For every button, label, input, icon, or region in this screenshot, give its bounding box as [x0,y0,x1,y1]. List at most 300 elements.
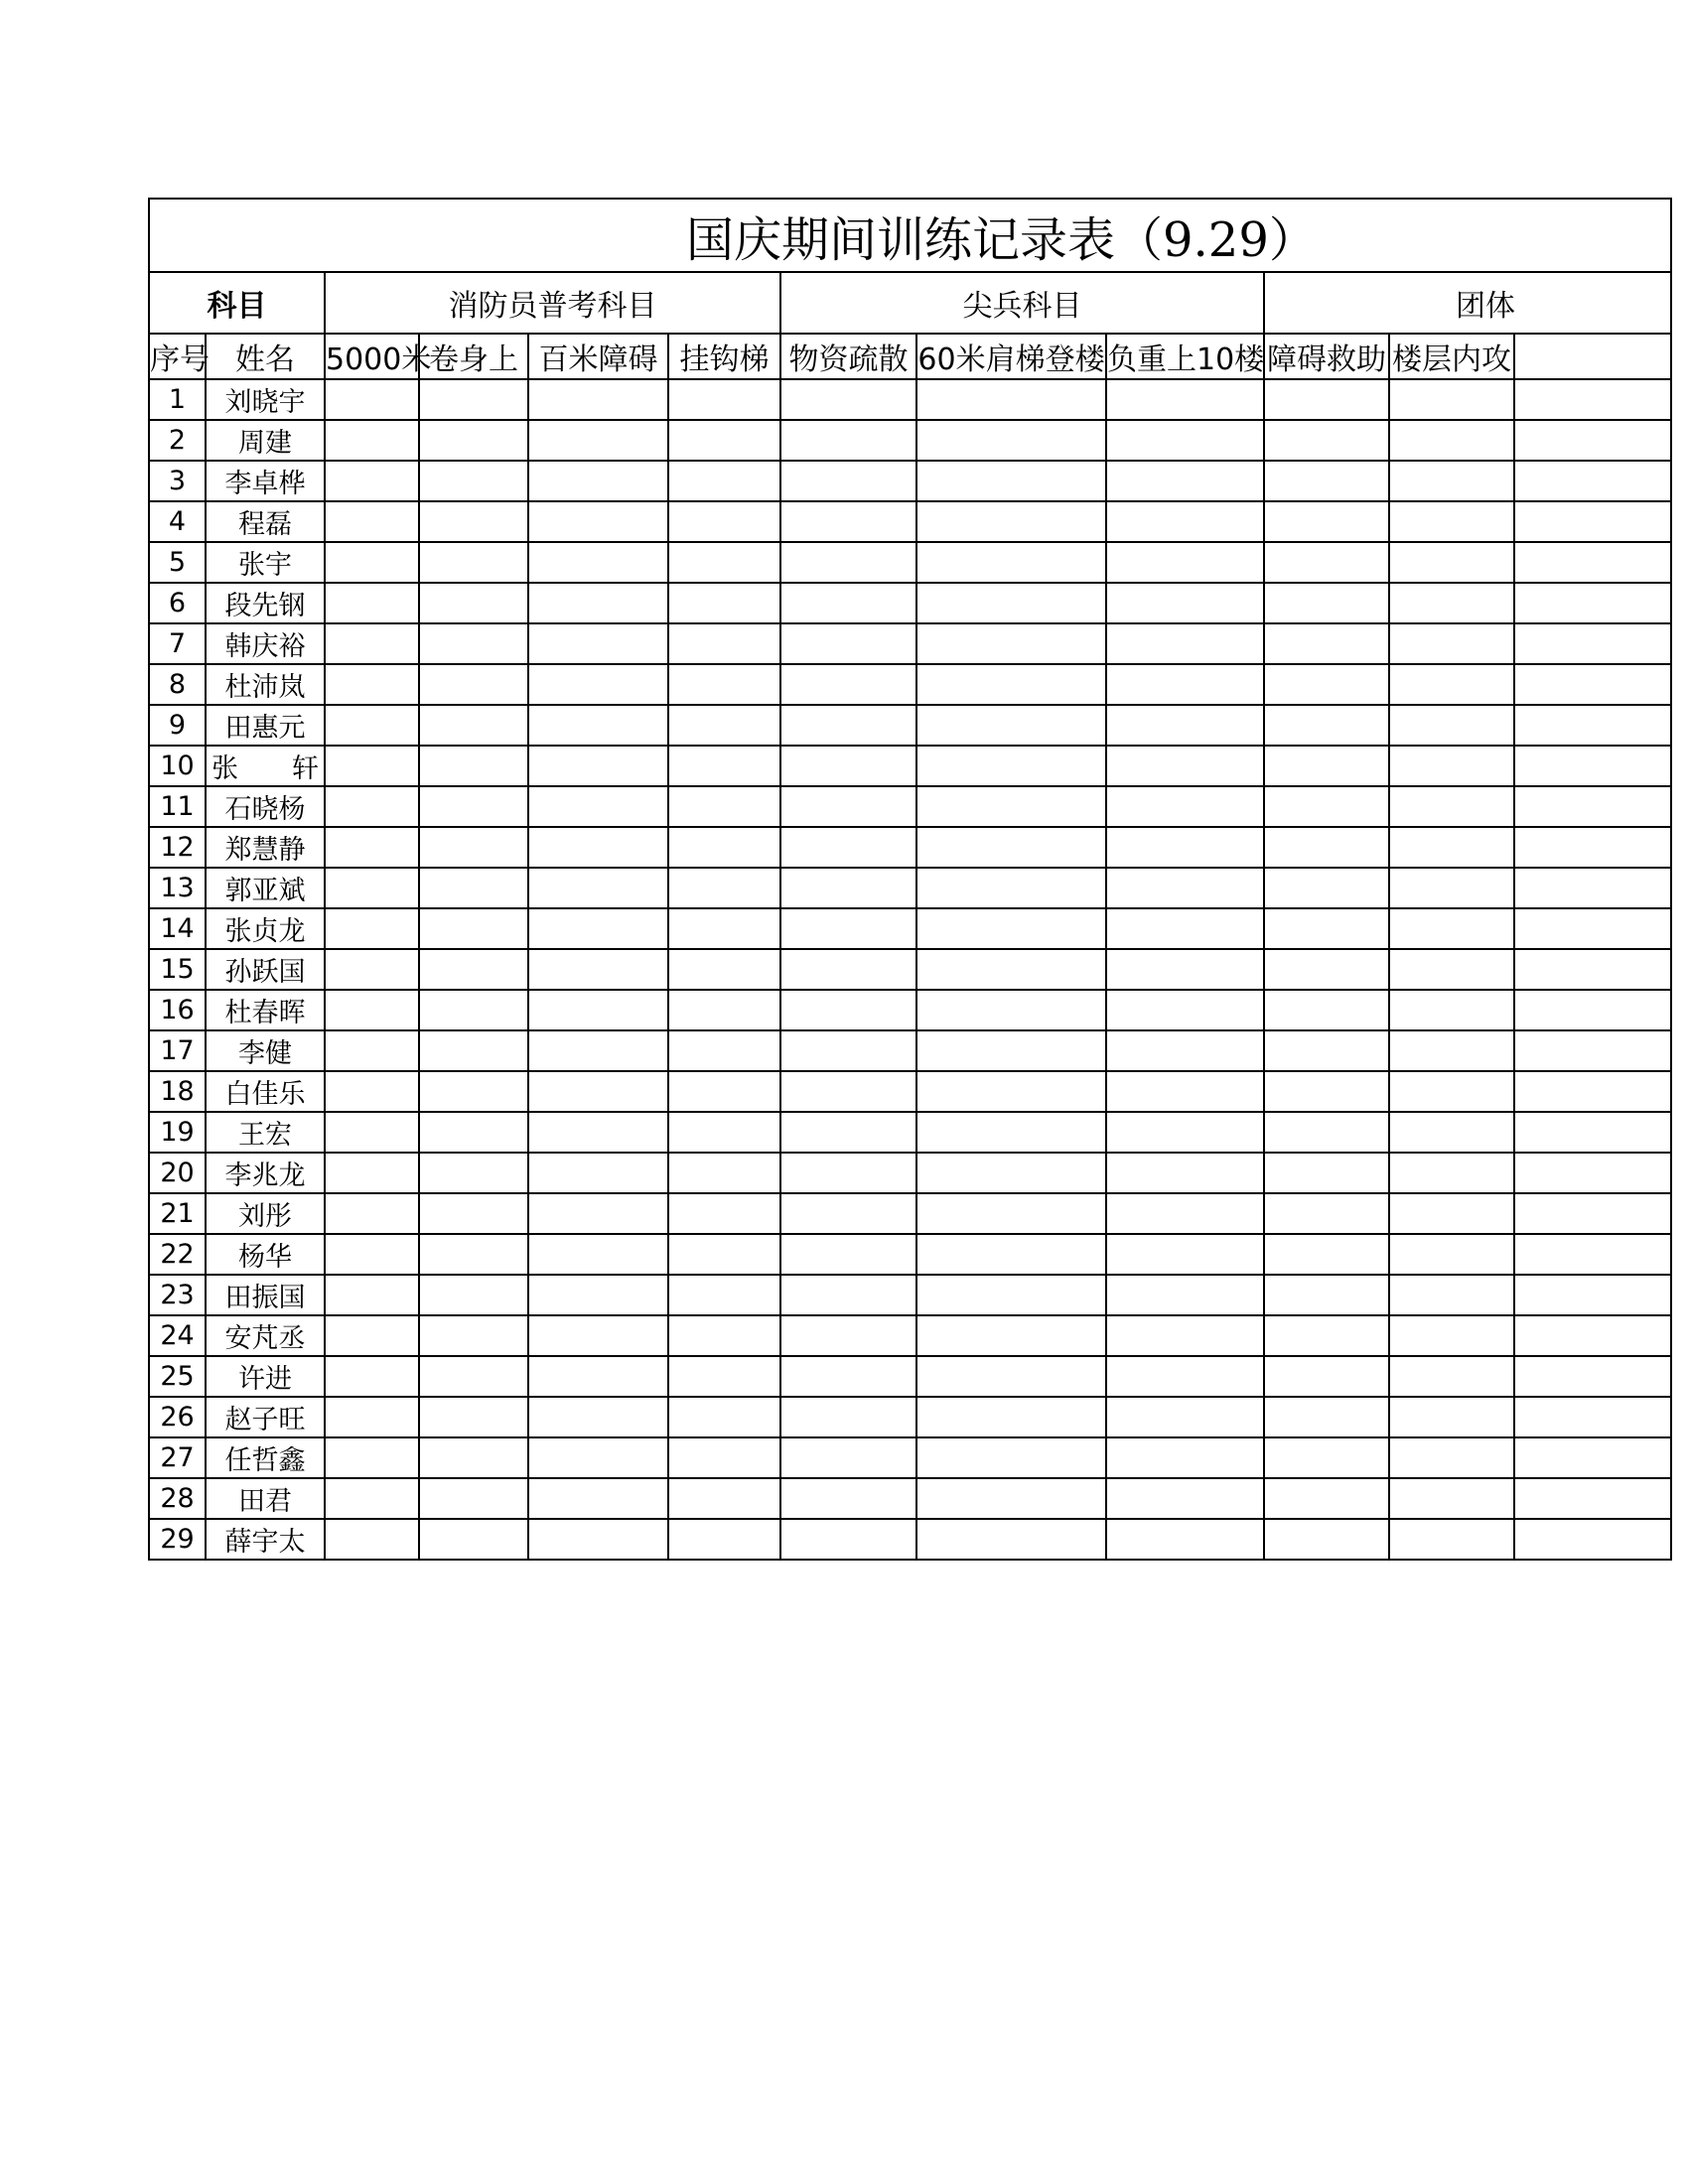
score-cell[interactable] [916,1478,1106,1519]
score-cell[interactable] [419,1356,528,1397]
score-cell[interactable] [1514,664,1671,705]
score-cell[interactable] [1514,746,1671,786]
score-cell[interactable] [668,664,780,705]
score-cell[interactable] [780,1153,916,1193]
score-cell[interactable] [1514,827,1671,868]
score-cell[interactable] [668,1478,780,1519]
score-cell[interactable] [668,1356,780,1397]
score-cell[interactable] [419,501,528,542]
score-cell[interactable] [419,990,528,1030]
score-cell[interactable] [528,1153,668,1193]
score-cell[interactable] [1264,1397,1389,1437]
score-cell[interactable] [916,542,1106,583]
score-cell[interactable] [1106,501,1264,542]
score-cell[interactable] [780,1478,916,1519]
score-cell[interactable] [668,1437,780,1478]
score-cell[interactable] [668,990,780,1030]
score-cell[interactable] [325,1153,419,1193]
score-cell[interactable] [668,786,780,827]
score-cell[interactable] [1514,786,1671,827]
score-cell[interactable] [528,623,668,664]
score-cell[interactable] [528,1519,668,1560]
score-cell[interactable] [1106,1315,1264,1356]
score-cell[interactable] [1264,1356,1389,1397]
score-cell[interactable] [916,1153,1106,1193]
score-cell[interactable] [325,1478,419,1519]
score-cell[interactable] [528,461,668,501]
score-cell[interactable] [1106,1234,1264,1275]
score-cell[interactable] [916,623,1106,664]
score-cell[interactable] [916,868,1106,908]
score-cell[interactable] [1389,379,1514,420]
score-cell[interactable] [325,1234,419,1275]
row-number: 11 [149,786,206,827]
score-cell[interactable] [668,705,780,746]
score-cell[interactable] [1389,786,1514,827]
row-number: 12 [149,827,206,868]
score-cell[interactable] [419,1437,528,1478]
score-cell[interactable] [419,461,528,501]
score-cell[interactable] [419,1193,528,1234]
score-cell[interactable] [419,1030,528,1071]
score-cell[interactable] [668,420,780,461]
score-cell[interactable] [528,420,668,461]
score-cell[interactable] [780,501,916,542]
score-cell[interactable] [1514,1315,1671,1356]
score-cell[interactable] [668,1153,780,1193]
score-cell[interactable] [1106,1153,1264,1193]
score-cell[interactable] [1514,1519,1671,1560]
score-cell[interactable] [1264,583,1389,623]
score-cell[interactable] [419,379,528,420]
score-cell[interactable] [325,379,419,420]
score-cell[interactable] [668,949,780,990]
score-cell[interactable] [528,949,668,990]
score-cell[interactable] [1264,379,1389,420]
score-cell[interactable] [1106,1193,1264,1234]
score-cell[interactable] [528,868,668,908]
score-cell[interactable] [668,583,780,623]
score-cell[interactable] [1389,583,1514,623]
score-cell[interactable] [419,420,528,461]
score-cell[interactable] [528,827,668,868]
score-cell[interactable] [1106,1356,1264,1397]
score-cell[interactable] [1264,746,1389,786]
score-cell[interactable] [528,1030,668,1071]
score-cell[interactable] [916,786,1106,827]
score-cell[interactable] [419,746,528,786]
score-cell[interactable] [1106,1071,1264,1112]
score-cell[interactable] [1106,379,1264,420]
score-cell[interactable] [325,1437,419,1478]
score-cell[interactable] [528,786,668,827]
score-cell[interactable] [1264,461,1389,501]
score-cell[interactable] [1106,1397,1264,1437]
score-cell[interactable] [780,1397,916,1437]
score-cell[interactable] [528,746,668,786]
score-cell[interactable] [325,1071,419,1112]
score-cell[interactable] [1264,786,1389,827]
score-cell[interactable] [419,827,528,868]
score-cell[interactable] [1264,990,1389,1030]
score-cell[interactable] [1106,1112,1264,1153]
score-cell[interactable] [1389,1071,1514,1112]
score-cell[interactable] [1514,542,1671,583]
score-cell[interactable] [916,1315,1106,1356]
score-cell[interactable] [528,1275,668,1315]
score-cell[interactable] [1264,1153,1389,1193]
score-cell[interactable] [916,746,1106,786]
score-cell[interactable] [780,949,916,990]
score-cell[interactable] [1106,1275,1264,1315]
score-cell[interactable] [1264,1030,1389,1071]
score-cell[interactable] [1389,990,1514,1030]
score-cell[interactable] [1389,420,1514,461]
score-cell[interactable] [668,542,780,583]
score-cell[interactable] [668,1519,780,1560]
score-cell[interactable] [916,949,1106,990]
score-cell[interactable] [528,1193,668,1234]
score-cell[interactable] [1106,949,1264,990]
score-cell[interactable] [916,1437,1106,1478]
score-cell[interactable] [780,827,916,868]
score-cell[interactable] [528,583,668,623]
score-cell[interactable] [1264,1315,1389,1356]
score-cell[interactable] [916,1275,1106,1315]
table-row [149,1356,1671,1397]
score-cell[interactable] [528,1315,668,1356]
score-cell[interactable] [916,908,1106,949]
score-cell[interactable] [1106,1519,1264,1560]
score-cell[interactable] [325,949,419,990]
score-cell[interactable] [528,1234,668,1275]
score-cell[interactable] [325,461,419,501]
score-cell[interactable] [780,1030,916,1071]
score-cell[interactable] [1389,1193,1514,1234]
score-cell[interactable] [419,583,528,623]
score-cell[interactable] [419,1112,528,1153]
score-cell[interactable] [668,623,780,664]
score-cell[interactable] [325,705,419,746]
score-cell[interactable] [1106,827,1264,868]
score-cell[interactable] [1106,461,1264,501]
score-cell[interactable] [528,1071,668,1112]
score-cell[interactable] [325,1030,419,1071]
score-cell[interactable] [1514,583,1671,623]
score-cell[interactable] [1514,379,1671,420]
score-cell[interactable] [1514,623,1671,664]
score-cell[interactable] [916,461,1106,501]
score-cell[interactable] [1514,1153,1671,1193]
score-cell[interactable] [780,1071,916,1112]
score-cell[interactable] [668,868,780,908]
score-cell[interactable] [419,1153,528,1193]
score-cell[interactable] [1514,420,1671,461]
score-cell[interactable] [419,908,528,949]
score-cell[interactable] [325,1193,419,1234]
score-cell[interactable] [916,1071,1106,1112]
score-cell[interactable] [1514,1356,1671,1397]
score-cell[interactable] [1389,664,1514,705]
score-cell[interactable] [780,868,916,908]
score-cell[interactable] [325,746,419,786]
score-cell[interactable] [1514,1275,1671,1315]
score-cell[interactable] [780,623,916,664]
score-cell[interactable] [1514,949,1671,990]
score-cell[interactable] [1514,1030,1671,1071]
score-cell[interactable] [1264,1193,1389,1234]
score-cell[interactable] [1106,542,1264,583]
score-cell[interactable] [780,664,916,705]
score-cell[interactable] [528,501,668,542]
score-cell[interactable] [1106,420,1264,461]
score-cell[interactable] [1389,1234,1514,1275]
score-cell[interactable] [1106,1478,1264,1519]
score-cell[interactable] [780,420,916,461]
score-cell[interactable] [916,1030,1106,1071]
score-cell[interactable] [528,1397,668,1437]
score-cell[interactable] [528,908,668,949]
score-cell[interactable] [325,908,419,949]
score-cell[interactable] [419,623,528,664]
score-cell[interactable] [1106,746,1264,786]
score-cell[interactable] [325,501,419,542]
score-cell[interactable] [780,786,916,827]
score-cell[interactable] [668,908,780,949]
score-cell[interactable] [325,1315,419,1356]
score-cell[interactable] [1389,1112,1514,1153]
score-cell[interactable] [1264,1071,1389,1112]
score-cell[interactable] [325,1519,419,1560]
score-cell[interactable] [668,1315,780,1356]
score-cell[interactable] [528,705,668,746]
score-cell[interactable] [916,1356,1106,1397]
score-cell[interactable] [1264,1112,1389,1153]
score-cell[interactable] [1389,1397,1514,1437]
score-cell[interactable] [528,1356,668,1397]
score-cell[interactable] [1514,908,1671,949]
score-cell[interactable] [1264,1275,1389,1315]
score-cell[interactable] [1389,1153,1514,1193]
score-cell[interactable] [325,868,419,908]
score-cell[interactable] [419,1397,528,1437]
score-cell[interactable] [528,1478,668,1519]
score-cell[interactable] [1264,501,1389,542]
score-cell[interactable] [1389,501,1514,542]
score-cell[interactable] [1106,623,1264,664]
table-row [149,705,1671,746]
score-cell[interactable] [780,1275,916,1315]
score-cell[interactable] [419,542,528,583]
score-cell[interactable] [1389,461,1514,501]
score-cell[interactable] [1389,623,1514,664]
score-cell[interactable] [1264,1437,1389,1478]
score-cell[interactable] [1264,1478,1389,1519]
score-cell[interactable] [668,461,780,501]
score-cell[interactable] [780,1193,916,1234]
score-cell[interactable] [1514,705,1671,746]
score-cell[interactable] [325,1397,419,1437]
score-cell[interactable] [1106,908,1264,949]
score-cell[interactable] [916,379,1106,420]
score-cell[interactable] [1389,1315,1514,1356]
score-cell[interactable] [780,461,916,501]
trainee-name: 王宏 [206,1112,325,1153]
score-cell[interactable] [1389,949,1514,990]
score-cell[interactable] [1264,827,1389,868]
score-cell[interactable] [916,827,1106,868]
score-cell[interactable] [325,1112,419,1153]
header-60m-ladder-climb: 60米肩梯登楼 [916,334,1106,379]
row-number: 25 [149,1356,206,1397]
score-cell[interactable] [668,1112,780,1153]
score-cell[interactable] [528,1437,668,1478]
score-cell[interactable] [916,1234,1106,1275]
score-cell[interactable] [419,949,528,990]
row-number: 14 [149,908,206,949]
score-cell[interactable] [916,1112,1106,1153]
score-cell[interactable] [780,1234,916,1275]
score-cell[interactable] [1389,827,1514,868]
score-cell[interactable] [1264,420,1389,461]
score-cell[interactable] [1106,786,1264,827]
score-cell[interactable] [916,664,1106,705]
score-cell[interactable] [528,664,668,705]
score-cell[interactable] [419,1275,528,1315]
score-cell[interactable] [1264,868,1389,908]
score-cell[interactable] [1389,868,1514,908]
score-cell[interactable] [780,379,916,420]
score-cell[interactable] [419,1315,528,1356]
score-cell[interactable] [1106,583,1264,623]
score-cell[interactable] [780,1112,916,1153]
score-cell[interactable] [419,1478,528,1519]
score-cell[interactable] [1514,1397,1671,1437]
table-row [149,1071,1671,1112]
score-cell[interactable] [1106,664,1264,705]
score-cell[interactable] [780,908,916,949]
score-cell[interactable] [668,379,780,420]
score-cell[interactable] [1514,501,1671,542]
score-cell[interactable] [528,542,668,583]
score-cell[interactable] [325,827,419,868]
score-cell[interactable] [780,746,916,786]
score-cell[interactable] [1389,746,1514,786]
score-cell[interactable] [916,1193,1106,1234]
score-cell[interactable] [780,1519,916,1560]
score-cell[interactable] [1264,1234,1389,1275]
score-cell[interactable] [668,501,780,542]
score-cell[interactable] [780,990,916,1030]
score-cell[interactable] [1106,990,1264,1030]
score-cell[interactable] [1389,1356,1514,1397]
score-cell[interactable] [916,420,1106,461]
score-cell[interactable] [780,583,916,623]
score-cell[interactable] [668,1397,780,1437]
score-cell[interactable] [668,1030,780,1071]
score-cell[interactable] [668,1275,780,1315]
score-cell[interactable] [528,379,668,420]
score-cell[interactable] [668,827,780,868]
score-cell[interactable] [1514,1437,1671,1478]
score-cell[interactable] [419,664,528,705]
score-cell[interactable] [325,786,419,827]
score-cell[interactable] [780,1315,916,1356]
score-cell[interactable] [528,1112,668,1153]
score-cell[interactable] [1514,1112,1671,1153]
score-cell[interactable] [1264,908,1389,949]
score-cell[interactable] [780,1437,916,1478]
score-cell[interactable] [1106,1437,1264,1478]
score-cell[interactable] [780,1356,916,1397]
trainee-name: 韩庆裕 [206,623,325,664]
score-cell[interactable] [916,1397,1106,1437]
score-cell[interactable] [325,583,419,623]
score-cell[interactable] [1389,542,1514,583]
score-cell[interactable] [916,705,1106,746]
score-cell[interactable] [419,1519,528,1560]
score-cell[interactable] [1389,908,1514,949]
score-cell[interactable] [916,583,1106,623]
score-cell[interactable] [1389,1478,1514,1519]
score-cell[interactable] [1389,1519,1514,1560]
score-cell[interactable] [1264,623,1389,664]
score-cell[interactable] [668,746,780,786]
score-cell[interactable] [1389,1437,1514,1478]
score-cell[interactable] [419,868,528,908]
score-cell[interactable] [1389,1030,1514,1071]
score-cell[interactable] [1264,1519,1389,1560]
score-cell[interactable] [780,705,916,746]
score-cell[interactable] [325,990,419,1030]
score-cell[interactable] [1106,868,1264,908]
score-cell[interactable] [1514,868,1671,908]
score-cell[interactable] [1514,990,1671,1030]
score-cell[interactable] [916,990,1106,1030]
score-cell[interactable] [1389,1275,1514,1315]
score-cell[interactable] [419,1234,528,1275]
score-cell[interactable] [668,1071,780,1112]
score-cell[interactable] [1264,705,1389,746]
score-cell[interactable] [1264,664,1389,705]
score-cell[interactable] [325,1356,419,1397]
score-cell[interactable] [1106,705,1264,746]
score-cell[interactable] [325,542,419,583]
score-cell[interactable] [1514,1071,1671,1112]
score-cell[interactable] [1264,949,1389,990]
score-cell[interactable] [1106,1030,1264,1071]
score-cell[interactable] [325,1275,419,1315]
score-cell[interactable] [1514,461,1671,501]
score-cell[interactable] [916,1519,1106,1560]
score-cell[interactable] [668,1193,780,1234]
score-cell[interactable] [419,1071,528,1112]
score-cell[interactable] [1514,1234,1671,1275]
score-cell[interactable] [419,786,528,827]
score-cell[interactable] [325,420,419,461]
score-cell[interactable] [419,705,528,746]
score-cell[interactable] [1514,1478,1671,1519]
score-cell[interactable] [780,542,916,583]
score-cell[interactable] [325,623,419,664]
score-cell[interactable] [528,990,668,1030]
score-cell[interactable] [1264,542,1389,583]
score-cell[interactable] [668,1234,780,1275]
score-cell[interactable] [1389,705,1514,746]
score-cell[interactable] [325,664,419,705]
score-cell[interactable] [916,501,1106,542]
score-cell[interactable] [1514,1193,1671,1234]
